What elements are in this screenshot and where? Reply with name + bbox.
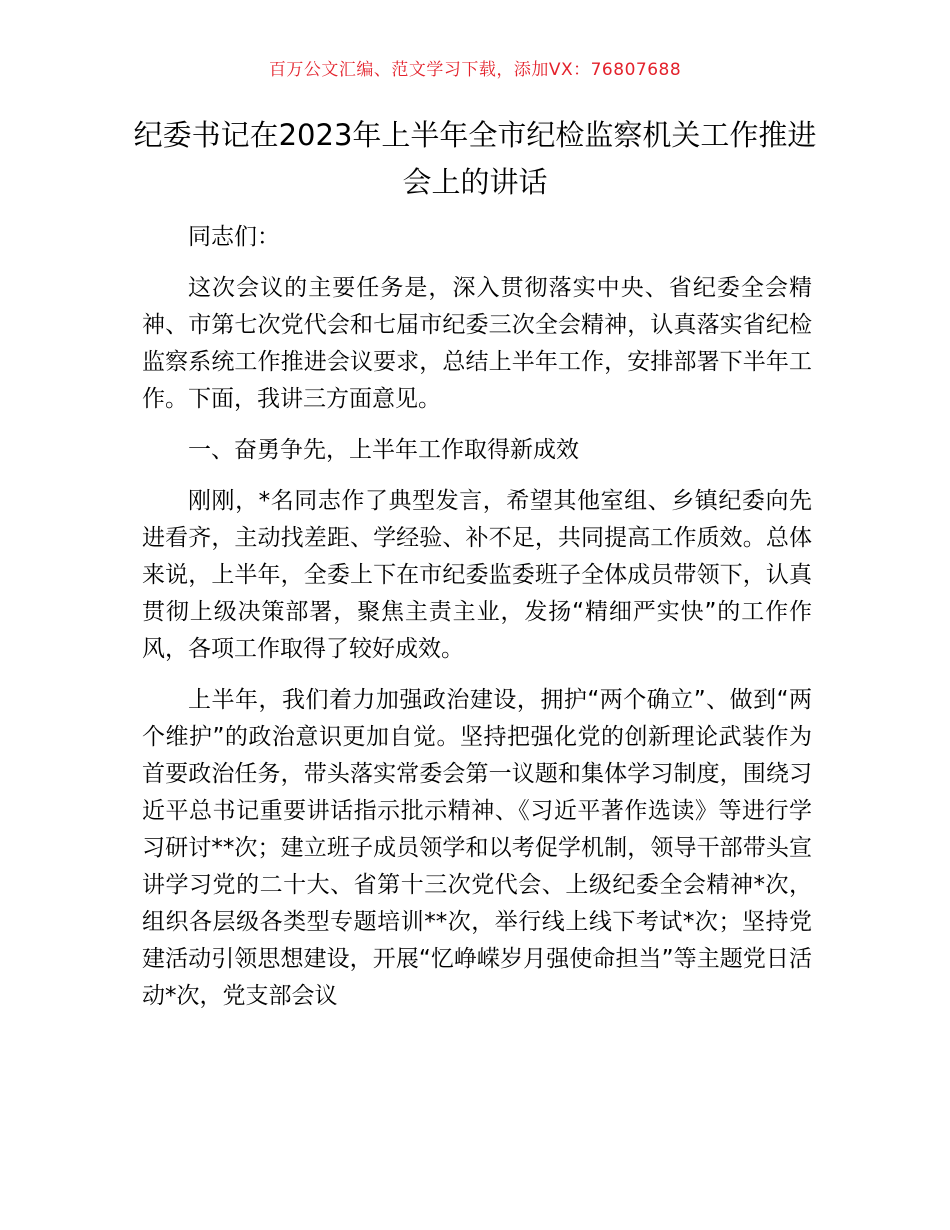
document-body — [142, 219, 812, 1029]
salutation: 同志们： — [188, 224, 280, 250]
paragraph: 这次会议的主要任务是，深入贯彻落实中央、省纪委全会精神、市第七次党代会和七届市纪委三次全会精神，认真落实省纪检监察系统工作推进会议要求，总结上半年工作，安排部署下半年工作。下面，我讲三方面意见。 — [142, 275, 812, 412]
watermark-header-note: 百万公文汇编、范文学习下载，添加VX：76807688 — [268, 60, 682, 80]
paragraph: 上半年，我们着力加强政治建设，拥护“两个确立”、做到“两个维护”的政治意识更加自觉。坚持把强化党的创新理论武装作为首要政治任务，带头落实常委会第一议题和集体学习制度，围绕习近平总书记重要讲话指示批示精神、《习近平著作选读》等进行学习研讨**次；建立班子成员领学和以考促学机制，领导干部带头宣讲学习党的二十大、省第十三次党代会、上级纪委全会精神*次，组织各层级各类型专题培训**次，举行线上线下考试*次；坚持党建活动引领思想建设，开展“忆峥嵘岁月强使命担当”等主题党日活动*次，党支部会议 — [142, 687, 812, 1009]
document-title: 纪委书记在2023年上半年全市纪检监察机关工作推进会上的讲话 — [133, 118, 817, 199]
section-heading: 一、奋勇争先，上半年工作取得新成效 — [188, 437, 579, 463]
paragraph: 刚刚，*名同志作了典型发言，希望其他室组、乡镇纪委向先进看齐，主动找差距、学经验、补不足，共同提高工作质效。总体来说，上半年，全委上下在市纪委监委班子全体成员带领下，认真贯彻上级决策部署，聚焦主责主业，发扬“精细严实快”的工作作风，各项工作取得了较好成效。 — [142, 488, 812, 662]
